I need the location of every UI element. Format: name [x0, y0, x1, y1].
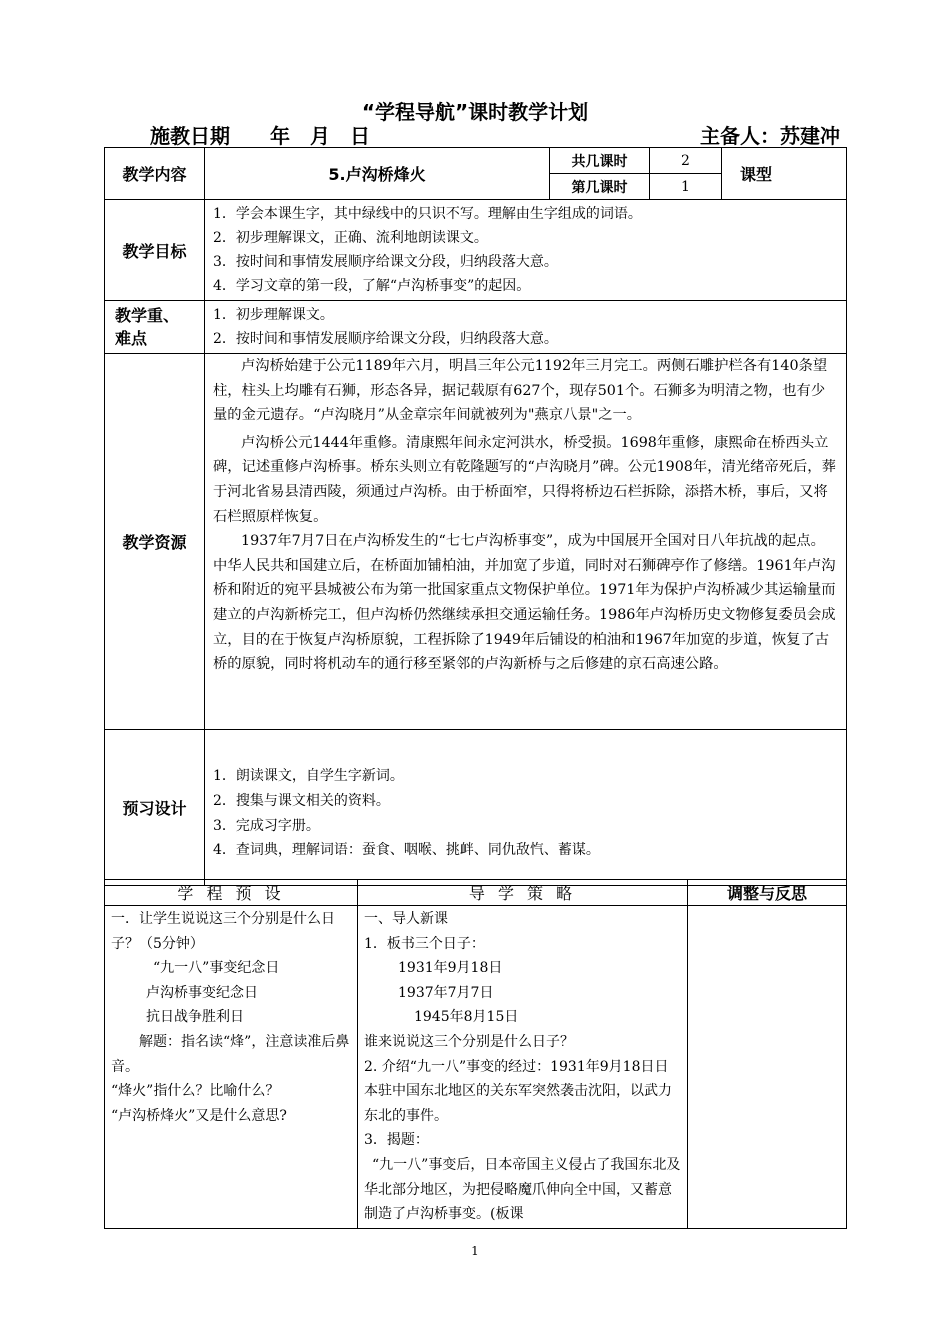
preset-line: 一．让学生说说这三个分别是什么日子？（5分钟）	[111, 911, 335, 952]
goal-item: 4．学习文章的第一段，了解“卢沟桥事变”的起因。	[213, 278, 531, 294]
col-header-reflection: 调整与反思	[688, 880, 847, 906]
key-point-item: 2．按时间和事情发展顺序给课文分段，归纳段落大意。	[213, 331, 558, 347]
strategy-line: 2. 介绍“九一八”事变的经过：1931年9月18日日本驻中国东北地区的关东军突然袭击沈阳，以武力东北的事件。	[364, 1058, 672, 1124]
goal-item: 1．学会本课生字，其中绿线中的只识不写。理解由生字组成的词语。	[213, 206, 642, 222]
teaching-date: 施教日期 年 月 日	[150, 124, 370, 148]
preview-label: 预习设计	[105, 730, 205, 886]
preset-line: 解题：指名读“烽”，注意读准后鼻音。	[111, 1033, 350, 1075]
strategy-line: 3．揭题：	[364, 1132, 429, 1149]
preview-item: 3．完成习字册。	[213, 817, 320, 834]
key-points-list	[205, 301, 847, 354]
nth-period-label: 第几课时	[550, 174, 650, 200]
total-periods-value: 2	[650, 148, 722, 174]
strategy-line: 1937年7月7日	[398, 984, 494, 1001]
key-point-item: 1．初步理解课文。	[213, 307, 334, 323]
preview-item: 1．朗读课文，自学生字新词。	[213, 768, 404, 784]
resource-paragraph: 1937年7月7日在卢沟桥发生的“七七卢沟桥事变”，成为中国展开全国对日八年抗战的起点。中华人民共和国建立后，在桥面加铺柏油，并加宽了步道，同时对石狮碑亭作了修缮。1961年卢沟桥和附近的宛平县城被公布为第一批国家重点文物保护单位。1971年为保护卢沟桥减少其运输量而建立的卢沟新桥完工，但卢沟桥仍然继续承担交通运输任务。1986年卢沟桥历史文物修复委员会成立，目的在于恢复卢沟桥原貌，工程拆除了1949年后铺设的柏油和1967年加宽的步道，恢复了古桥的原貌，同时将机动车的通行移至紧邻的卢沟新桥与之后修建的京石高速公路。	[213, 533, 836, 673]
preview-item: 4．查词典，理解词语：蚕食、咽喉、挑衅、同仇敌忾、蓄谋。	[213, 842, 600, 859]
lesson-type-text: 课型	[740, 165, 773, 184]
strategy-line: “九一八”事变后，日本帝国主义侵占了我国东北及华北部分地区，为把侵略魔爪伸向全中国，又蓄意制造了卢沟桥事变。(板课	[364, 1156, 681, 1223]
goals-label: 教学目标	[105, 200, 205, 301]
goals-list	[205, 200, 847, 301]
key-points-label-line2: 难点	[115, 329, 148, 348]
lesson-type-label	[722, 148, 847, 200]
col-header-strategy: 导 学 策 略	[358, 880, 688, 906]
preset-line: “烽火”指什么？比喻什么？	[111, 1083, 280, 1100]
preset-line: “卢沟桥烽火”又是什么意思?	[111, 1107, 287, 1124]
resource-paragraph: 卢沟桥公元1444年重修。清康熙年间永定河洪水，桥受损。1698年重修，康熙命在桥西头立碑，记述重修卢沟桥事。桥东头则立有乾隆题写的“卢沟晓月”碑。公元1908年，清光绪帝死后，葬于河北省易县清西陵，须通过卢沟桥。由于桥面窄，只得将桥边石栏拆除，添搭木桥，事后，又将石栏照原样恢复。	[213, 434, 836, 525]
goal-item: 2．初步理解课文，正确、流利地朗读课文。	[213, 230, 488, 246]
resource-paragraph: 卢沟桥始建于公元1189年六月，明昌三年公元1192年三月完工。两侧石雕护栏各有140条望柱，柱头上均雕有石狮，形态各异，据记载原有627个，现存501个。石狮多为明清之物，也有少量的金元遗存。“卢沟晓月”从金章宗年间就被列为"燕京八景"之一。	[213, 358, 828, 424]
total-periods-label: 共几课时	[550, 148, 650, 174]
preparer: 主备人：苏建冲	[700, 124, 840, 148]
preview-item: 2．搜集与课文相关的资料。	[213, 792, 390, 809]
strategy-line: 谁来说说这三个分别是什么日子？	[364, 1033, 574, 1050]
content-label: 教学内容	[105, 148, 205, 200]
subtitle-row	[150, 120, 840, 148]
preset-column	[105, 906, 358, 1229]
goal-item: 3．按时间和事情发展顺序给课文分段，归纳段落大意。	[213, 254, 558, 270]
strategy-line: 1945年8月15日	[414, 1009, 519, 1026]
strategy-column	[358, 906, 688, 1229]
preset-line: “九一八”事变纪念日	[153, 960, 280, 977]
plan-table	[104, 147, 847, 886]
strategy-line: 一、导人新课	[364, 911, 448, 927]
resources-text	[205, 354, 847, 730]
key-points-label	[105, 301, 205, 354]
resources-label: 教学资源	[105, 354, 205, 730]
preview-list	[205, 730, 847, 886]
key-points-label-line1: 教学重、	[115, 306, 180, 325]
document-title: “学程导航”课时教学计划	[361, 100, 589, 124]
preset-line: 抗日战争胜利日	[146, 1009, 244, 1026]
nth-period-value: 1	[650, 174, 722, 200]
col-header-preset: 学 程 预 设	[105, 880, 358, 906]
reflection-column	[688, 906, 847, 1229]
strategy-line: 1．板书三个日子：	[364, 935, 485, 952]
strategy-line: 1931年9月18日	[398, 960, 503, 977]
page-number: 1	[471, 1244, 479, 1258]
preset-line: 卢沟桥事变纪念日	[146, 984, 258, 1001]
process-table	[104, 879, 847, 1229]
lesson-title: 5.卢沟桥烽火	[205, 148, 550, 200]
